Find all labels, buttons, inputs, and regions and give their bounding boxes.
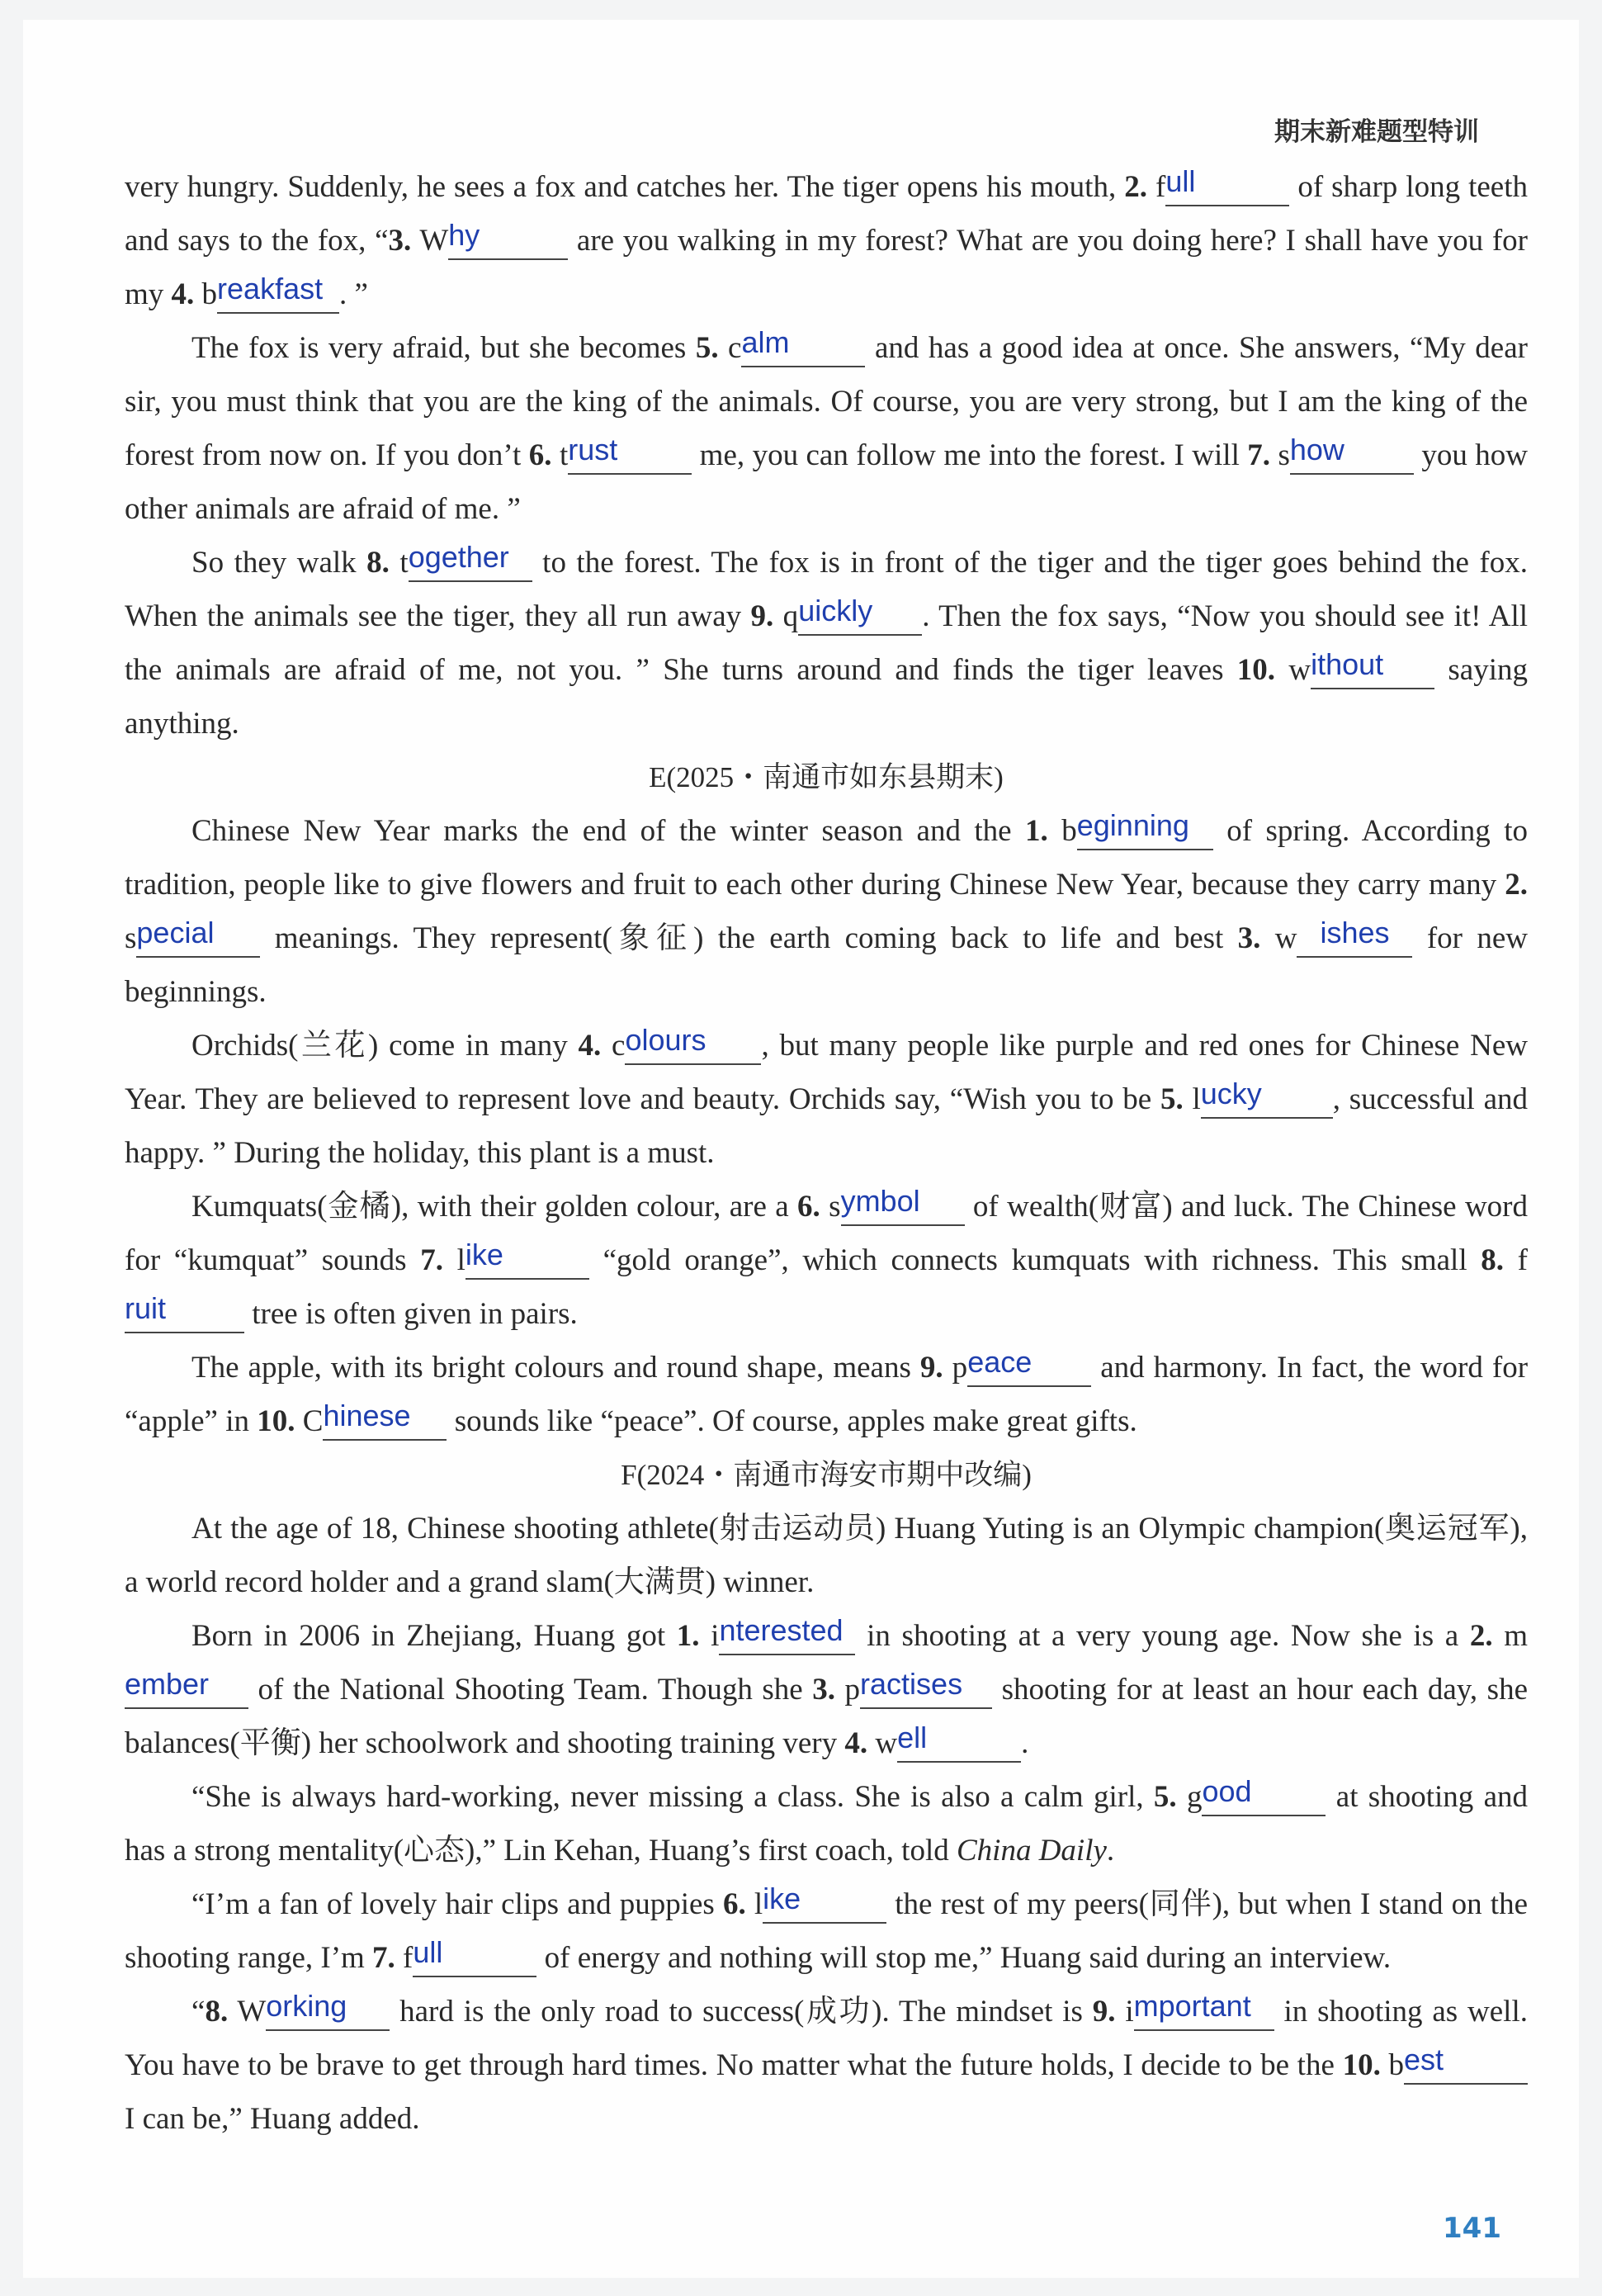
question-number: 1. <box>676 1619 700 1653</box>
question-number: 3. <box>388 224 412 258</box>
handwritten-answer: ull <box>1165 164 1196 198</box>
publication-name: China Daily <box>957 1834 1107 1868</box>
handwritten-answer: hinese <box>323 1399 411 1432</box>
answer-blank[interactable] <box>719 1613 855 1655</box>
handwritten-answer: ember <box>125 1667 210 1701</box>
handwritten-answer: eginning <box>1076 808 1189 842</box>
handwritten-answer: hy <box>448 218 480 252</box>
question-number: 9. <box>919 1351 943 1385</box>
question-number: 1. <box>1025 814 1048 848</box>
passage-f-paragraph-2: Born in 2006 in Zhejiang, Huang got 1. interested in shooting at a very young age. Now she is a 2. member of the National Shooting Team. Though she 3. practises shooting for at least an hour each day, she balances(平衡) her schoolwork and shooting training very 4. well . <box>125 1609 1528 1770</box>
handwritten-answer: ruit <box>125 1291 167 1325</box>
handwritten-answer: ishes <box>1320 916 1390 949</box>
passage-e-paragraph-4: The apple, with its bright colours and round shape, means 9. peace and harmony. In fact, the word for “apple” in 10. Chinese sounds like “peace”. Of course, apples make great gifts. <box>125 1341 1528 1448</box>
answer-blank[interactable] <box>967 1345 1091 1387</box>
answer-blank[interactable] <box>413 1935 536 1977</box>
section-heading-e: E(2025・南通市如东县期末) <box>649 761 1004 793</box>
question-number: 6. <box>797 1190 820 1224</box>
question-number: 10. <box>1342 2048 1381 2082</box>
header-title: 期末新难题型特训 <box>1274 117 1479 147</box>
answer-blank[interactable] <box>1311 647 1434 689</box>
answer-blank[interactable] <box>1200 1077 1333 1119</box>
handwritten-answer: alm <box>741 325 790 359</box>
passage-e-paragraph-3: Kumquats(金橘), with their golden colour, are a 6. symbol of wealth(财富) and luck. The Chinese word for “kumquat” sounds 7. like “gold orange”, which connects kumquats with richness. This small 8. fruit tree is often given in pairs. <box>125 1180 1528 1341</box>
answer-blank[interactable] <box>1133 1989 1274 2031</box>
question-number: 7. <box>372 1941 395 1975</box>
question-number: 8. <box>1481 1243 1505 1277</box>
answer-blank[interactable] <box>625 1023 761 1065</box>
answer-blank[interactable] <box>897 1721 1021 1763</box>
handwritten-answer: ull <box>413 1935 443 1969</box>
handwritten-answer: ithout <box>1311 647 1384 681</box>
answer-blank[interactable] <box>217 272 339 314</box>
question-number: 10. <box>1236 653 1276 687</box>
answer-blank[interactable] <box>1202 1774 1326 1816</box>
question-number: 6. <box>528 438 552 472</box>
answer-blank[interactable] <box>763 1882 886 1924</box>
answer-blank[interactable] <box>798 594 922 636</box>
passage-f-paragraph-4: “I’m a fan of lovely hair clips and puppies 6. like the rest of my peers(同伴), but when I stand on the shooting range, I’m 7. full of energy and nothing will stop me,” Huang said during an interview. <box>125 1877 1528 1985</box>
answer-blank[interactable] <box>266 1989 390 2031</box>
question-number: 6. <box>722 1887 746 1921</box>
question-number: 9. <box>750 599 774 633</box>
page <box>23 20 1579 2278</box>
question-number: 2. <box>1505 868 1528 902</box>
question-number: 5. <box>695 331 719 365</box>
answer-blank[interactable] <box>465 1238 589 1280</box>
answer-blank[interactable] <box>1165 164 1289 206</box>
answer-blank[interactable] <box>125 1667 248 1709</box>
content <box>125 160 1528 2146</box>
question-number: 10. <box>257 1404 295 1438</box>
question-number: 4. <box>171 277 195 311</box>
answer-blank[interactable] <box>1297 916 1412 958</box>
answer-blank[interactable] <box>1076 808 1213 850</box>
passage-d-paragraph-1: very hungry. Suddenly, he sees a fox and catches her. The tiger opens his mouth, 2. full of sharp long teeth and says to the fox, “3. Why are you walking in my forest? What are you doing here? I shall have you for my 4. breakfast . ” <box>125 160 1528 321</box>
handwritten-answer: rust <box>568 433 618 466</box>
question-number: 5. <box>1153 1780 1177 1814</box>
question-number: 3. <box>1237 921 1261 955</box>
question-number: 7. <box>420 1243 443 1277</box>
answer-blank[interactable] <box>568 433 692 475</box>
passage-e-paragraph-2: Orchids(兰花) come in many 4. colours , but many people like purple and red ones for Chinese New Year. They are believed to represent love and beauty. Orchids say, “Wish you to be 5. lucky , successful and happy. ” During the holiday, this plant is a must. <box>125 1023 1528 1170</box>
handwritten-answer: ike <box>763 1882 801 1915</box>
answer-blank[interactable] <box>408 540 532 582</box>
handwritten-answer: uickly <box>798 594 873 627</box>
handwritten-answer: mportant <box>1133 1989 1251 2023</box>
question-number: 7. <box>1247 438 1271 472</box>
passage-e-paragraph-1: Chinese New Year marks the end of the winter season and the 1. beginning of spring. According to tradition, people like to give flowers and fruit to each other during Chinese New Year, because they carry many 2. special meanings. They represent(象征) the earth coming back to life and best 3. w ishes for new beginnings. <box>125 808 1528 1009</box>
question-number: 9. <box>1092 1995 1116 2029</box>
handwritten-answer: ractises <box>860 1667 963 1701</box>
question-number: 8. <box>366 546 390 580</box>
handwritten-answer: eace <box>967 1345 1033 1379</box>
handwritten-answer: ucky <box>1200 1077 1262 1110</box>
answer-blank[interactable] <box>1289 433 1414 475</box>
handwritten-answer: ell <box>897 1721 928 1754</box>
answer-blank[interactable] <box>448 218 568 260</box>
question-number: 4. <box>578 1029 602 1063</box>
question-number: 2. <box>1469 1619 1493 1653</box>
handwritten-answer: orking <box>266 1989 347 2023</box>
handwritten-answer: ymbol <box>840 1184 920 1218</box>
page-number: 141 <box>1443 2212 1501 2245</box>
handwritten-answer: ike <box>465 1238 503 1271</box>
passage-f-paragraph-1: At the age of 18, Chinese shooting athlete(射击运动员) Huang Yuting is an Olympic champion(奥运冠军), a world record holder and a grand slam(大满贯) winner. <box>125 1512 1528 1599</box>
section-heading-f: F(2024・南通市海安市期中改编) <box>621 1459 1032 1491</box>
handwritten-answer: how <box>1289 433 1344 466</box>
passage-d-paragraph-3: So they walk 8. together to the forest. The fox is in front of the tiger and the tiger goes behind the fox. When the animals see the tiger, they all run away 9. quickly . Then the fox says, “Now you should see it! All the animals are afraid of me, not you. ” She turns around and finds the tiger leaves 10. without saying anything. <box>125 540 1529 741</box>
answer-blank[interactable] <box>323 1399 447 1441</box>
question-number: 5. <box>1160 1082 1184 1116</box>
answer-blank[interactable] <box>136 916 260 958</box>
answer-blank[interactable] <box>1404 2043 1528 2085</box>
answer-blank[interactable] <box>840 1184 965 1226</box>
question-number: 3. <box>812 1673 836 1707</box>
passage-f-paragraph-3: “She is always hard-working, never missing a class. She is also a calm girl, 5. good at shooting and has a strong mentality(心态),” Lin Kehan, Huang’s first coach, told China Daily. <box>125 1774 1528 1868</box>
question-number: 2. <box>1124 170 1147 204</box>
answer-blank[interactable] <box>741 325 865 367</box>
passage-d-paragraph-2: The fox is very afraid, but she becomes 5. calm and has a good idea at once. She answers, “My dear sir, you must think that you are the king of the animals. Of course, you are very strong, but I am the king of the forest from now on. If you don’t 6. trust me, you can follow me into the forest. I will 7. show you how other animals are afraid of me. ” <box>125 325 1528 526</box>
passage-f-paragraph-5: “8. Working hard is the only road to success(成功). The mindset is 9. important in shooting as well. You have to be brave to get through hard times. No matter what the future holds, I decide to be the 10. best I can be,” Huang added. <box>125 1989 1528 2136</box>
handwritten-answer: ood <box>1202 1774 1252 1808</box>
handwritten-answer: pecial <box>136 916 215 949</box>
answer-blank[interactable] <box>125 1291 244 1333</box>
handwritten-answer: reakfast <box>217 272 324 305</box>
answer-blank[interactable] <box>860 1667 992 1709</box>
handwritten-answer: nterested <box>719 1613 844 1647</box>
handwritten-answer: ogether <box>408 540 509 574</box>
question-number: 8. <box>205 1995 229 2029</box>
handwritten-answer: est <box>1404 2043 1444 2076</box>
question-number: 4. <box>844 1726 868 1760</box>
handwritten-answer: olours <box>625 1023 706 1057</box>
